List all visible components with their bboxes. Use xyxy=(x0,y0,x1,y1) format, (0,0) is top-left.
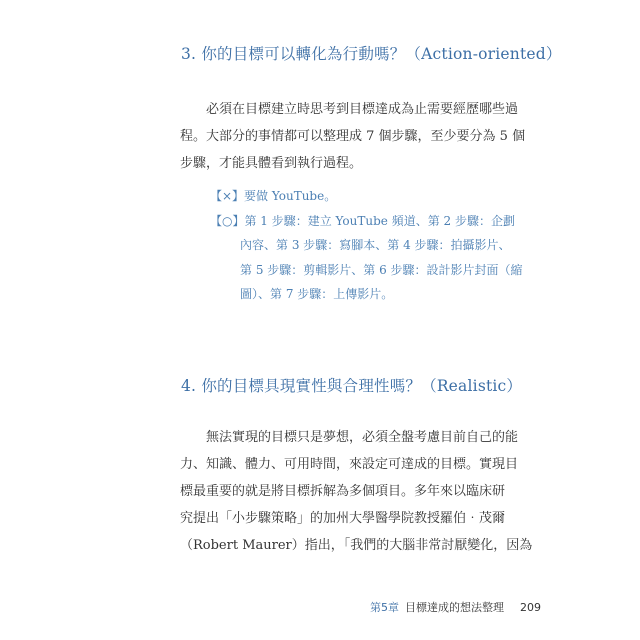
section-3-examples xyxy=(210,184,523,307)
section-4-body xyxy=(180,424,533,559)
footer-chapter-title: 目標達成的想法整理 xyxy=(405,601,504,614)
good-example-line: 內容、第 3 步驟：寫腳本、第 4 步驟：拍攝影片、 xyxy=(240,238,511,252)
body-line: 標最重要的就是將目標拆解為多個項目。多年來以臨床研 xyxy=(180,484,506,499)
body-line: 無法實現的目標只是夢想，必須全盤考慮目前自己的能 xyxy=(206,430,519,445)
good-example-line: 第 5 步驟：剪輯影片、第 6 步驟：設計影片封面（縮 xyxy=(240,262,523,277)
section-3-heading: 3. 你的目標可以轉化為行動嗎？（Action-oriented） xyxy=(181,45,562,63)
bad-example: 【×】要做 YouTube。 xyxy=(210,189,337,203)
footer-chapter: 第5章 xyxy=(370,601,399,614)
body-line: 力、知識、體力、可用時間，來設定可達成的目標。實現目 xyxy=(180,457,519,472)
body-line: 必須在目標建立時思考到目標達成為止需要經歷哪些過 xyxy=(206,102,519,117)
page-footer xyxy=(370,599,541,615)
section-4-heading: 4. 你的目標具現實性與合理性嗎？（Realistic） xyxy=(181,377,523,395)
body-line: （Robert Maurer）指出，「我們的大腦非常討厭變化，因為 xyxy=(180,538,533,553)
good-example-line: 【○】第 1 步驟：建立 YouTube 頻道、第 2 步驟：企劃 xyxy=(210,213,515,228)
body-line: 究提出「小步驟策略」的加州大學醫學院教授羅伯‧茂爾 xyxy=(180,511,506,526)
section-3-body xyxy=(180,96,526,177)
page-number: 209 xyxy=(520,601,541,614)
body-line: 步驟，才能具體看到執行過程。 xyxy=(180,156,363,171)
body-line: 程。大部分的事情都可以整理成 7 個步驟，至少要分為 5 個 xyxy=(180,129,526,144)
good-example-line: 圖）、第 7 步驟：上傳影片。 xyxy=(240,287,394,301)
